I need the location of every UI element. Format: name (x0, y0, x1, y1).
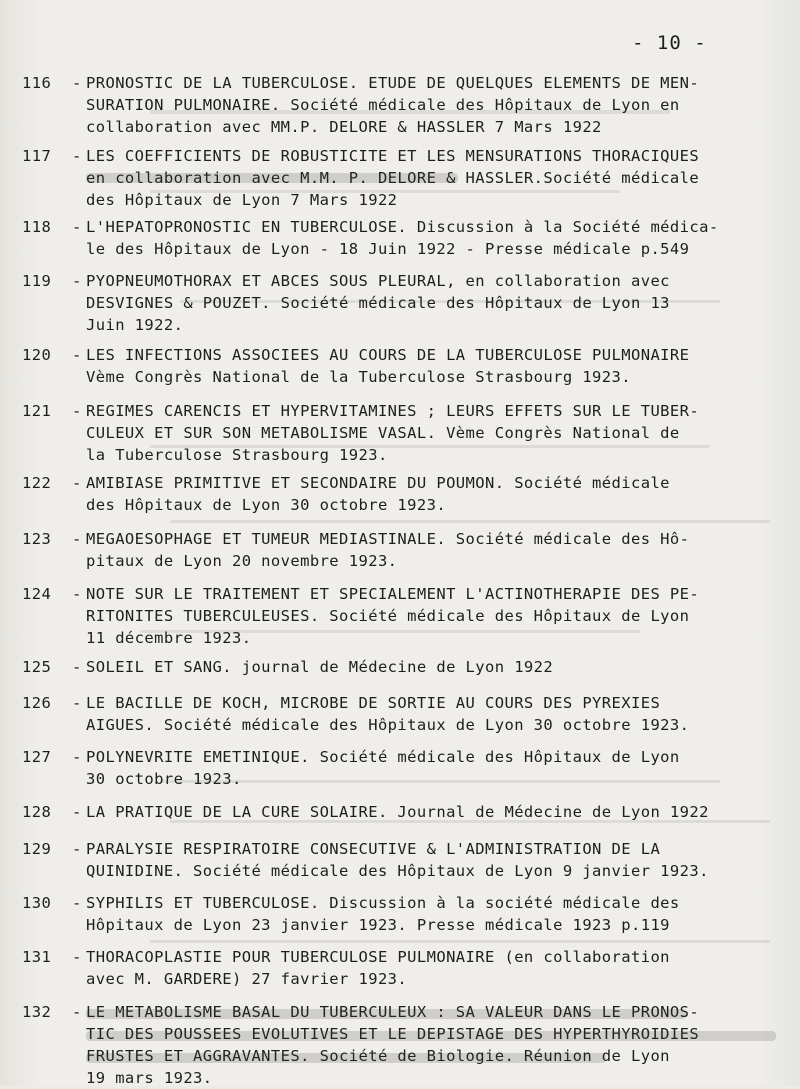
entry-line: des Hôpitaux de Lyon 7 Mars 1922 (86, 191, 398, 209)
entry-line: Hôpitaux de Lyon 23 janvier 1923. Presse médicale 1923 p.119 (86, 916, 670, 934)
entry-line: 11 décembre 1923. (86, 629, 252, 647)
entry-line: CULEUX ET SUR SON METABOLISME VASAL. Vème Congrès National de (86, 424, 680, 442)
entry-separator: - (72, 218, 82, 236)
entry-line: MEGAOESOPHAGE ET TUMEUR MEDIASTINALE. Société médicale des Hô- (86, 530, 690, 548)
entry-separator: - (72, 840, 82, 858)
entry-line: LES INFECTIONS ASSOCIEES AU COURS DE LA TUBERCULOSE PULMONAIRE (86, 346, 690, 364)
entry-line: DESVIGNES & POUZET. Société médicale des Hôpitaux de Lyon 13 (86, 294, 670, 312)
entry-line: PRONOSTIC DE LA TUBERCULOSE. ETUDE DE QUELQUES ELEMENTS DE MEN- (86, 74, 700, 92)
entry-line: QUINIDINE. Société médicale des Hôpitaux de Lyon 9 janvier 1923. (86, 862, 709, 880)
entry-line: PYOPNEUMOTHORAX ET ABCES SOUS PLEURAL, en collaboration avec (86, 272, 670, 290)
entry-line: LES COEFFICIENTS DE ROBUSTICITE ET LES MENSURATIONS THORACIQUES (86, 147, 700, 165)
entry-text (86, 216, 782, 260)
entry-text (86, 583, 782, 649)
entry-line: LA PRATIQUE DE LA CURE SOLAIRE. Journal de Médecine de Lyon 1922 (86, 803, 709, 821)
entry-separator: - (72, 402, 82, 420)
entry-number: 126 (22, 694, 52, 712)
entry-separator: - (72, 948, 82, 966)
entry-text (86, 400, 782, 466)
entry-line: Juin 1922. (86, 316, 184, 334)
entry-line: SYPHILIS ET TUBERCULOSE. Discussion à la société médicale des (86, 894, 680, 912)
entry-line: REGIMES CARENCIS ET HYPERVITAMINES ; LEURS EFFETS SUR LE TUBER- (86, 402, 700, 420)
entry-line: L'HEPATOPRONOSTIC EN TUBERCULOSE. Discussion à la Société médica- (86, 218, 719, 236)
entry-number: 132 (22, 1003, 52, 1021)
entry-line: PARALYSIE RESPIRATOIRE CONSECUTIVE & L'ADMINISTRATION DE LA (86, 840, 661, 858)
entry-text (86, 692, 782, 736)
entry-line: des Hôpitaux de Lyon 30 octobre 1923. (86, 496, 447, 514)
entry-separator: - (72, 658, 82, 676)
entry-text (86, 946, 782, 990)
entry-line: THORACOPLASTIE POUR TUBERCULOSE PULMONAIRE (en collaboration (86, 948, 670, 966)
entry-text (86, 746, 782, 790)
entry-number: 128 (22, 803, 52, 821)
entry-line: SOLEIL ET SANG. journal de Médecine de Lyon 1922 (86, 658, 554, 676)
entry-number: 119 (22, 272, 52, 290)
entry-separator: - (72, 585, 82, 603)
entry-number: 121 (22, 402, 52, 420)
entry-text (86, 656, 782, 678)
entry-line: 19 mars 1923. (86, 1069, 213, 1087)
entry-line: collaboration avec MM.P. DELORE & HASSLER 7 Mars 1922 (86, 118, 602, 136)
entry-number: 116 (22, 74, 52, 92)
entry-line: en collaboration avec M.M. P. DELORE & HASSLER.Société médicale (86, 169, 700, 187)
entry-line: SURATION PULMONAIRE. Société médicale des Hôpitaux de Lyon en (86, 96, 680, 114)
entry-number: 131 (22, 948, 52, 966)
entry-separator: - (72, 74, 82, 92)
entry-text (86, 72, 782, 138)
highlight-mark (86, 1009, 686, 1019)
entry-separator: - (72, 694, 82, 712)
entry-separator: - (72, 272, 82, 290)
entry-number: 122 (22, 474, 52, 492)
entry-line: 30 octobre 1923. (86, 770, 242, 788)
entry-separator: - (72, 346, 82, 364)
entry-line: FRUSTES ET AGGRAVANTES. Société de Biologie. Réunion de Lyon (86, 1047, 670, 1065)
entry-number: 127 (22, 748, 52, 766)
entry-separator: - (72, 147, 82, 165)
entry-line: RITONITES TUBERCULEUSES. Société médicale des Hôpitaux de Lyon (86, 607, 690, 625)
entry-text (86, 344, 782, 388)
entry-line: TIC DES POUSSEES EVOLUTIVES ET LE DEPISTAGE DES HYPERTHYROIDIES (86, 1025, 700, 1043)
entry-separator: - (72, 803, 82, 821)
page-number: - 10 - (632, 32, 707, 54)
entry-number: 117 (22, 147, 52, 165)
entry-text (86, 270, 782, 336)
entry-line: le des Hôpitaux de Lyon - 18 Juin 1922 - Presse médicale p.549 (86, 240, 690, 258)
highlight-mark (86, 1031, 776, 1041)
entry-line: la Tuberculose Strasbourg 1923. (86, 446, 388, 464)
entry-line: Vème Congrès National de la Tuberculose Strasbourg 1923. (86, 368, 631, 386)
entry-number: 130 (22, 894, 52, 912)
entry-line: LE METABOLISME BASAL DU TUBERCULEUX : SA VALEUR DANS LE PRONOS- (86, 1003, 700, 1021)
entry-line: NOTE SUR LE TRAITEMENT ET SPECIALEMENT L'ACTINOTHERAPIE DES PE- (86, 585, 700, 603)
entry-text (86, 838, 782, 882)
entry-separator: - (72, 530, 82, 548)
entry-line: avec M. GARDERE) 27 favrier 1923. (86, 970, 408, 988)
entry-separator: - (72, 748, 82, 766)
highlight-mark (86, 1053, 606, 1063)
entry-number: 118 (22, 218, 52, 236)
entry-text (86, 801, 782, 823)
entry-line: POLYNEVRITE EMETINIQUE. Société médicale des Hôpitaux de Lyon (86, 748, 680, 766)
entry-separator: - (72, 1003, 82, 1021)
entry-number: 124 (22, 585, 52, 603)
entry-number: 129 (22, 840, 52, 858)
strikethrough-mark (86, 173, 458, 183)
entry-line: LE BACILLE DE KOCH, MICROBE DE SORTIE AU COURS DES PYREXIES (86, 694, 661, 712)
entry-separator: - (72, 894, 82, 912)
entry-text (86, 472, 782, 516)
entry-line: AMIBIASE PRIMITIVE ET SECONDAIRE DU POUMON. Société médicale (86, 474, 670, 492)
entry-line: pitaux de Lyon 20 novembre 1923. (86, 552, 398, 570)
entry-line: AIGUES. Société médicale des Hôpitaux de Lyon 30 octobre 1923. (86, 716, 690, 734)
entry-number: 120 (22, 346, 52, 364)
entry-text (86, 528, 782, 572)
entry-separator: - (72, 474, 82, 492)
entry-number: 123 (22, 530, 52, 548)
entry-text (86, 892, 782, 936)
entry-number: 125 (22, 658, 52, 676)
